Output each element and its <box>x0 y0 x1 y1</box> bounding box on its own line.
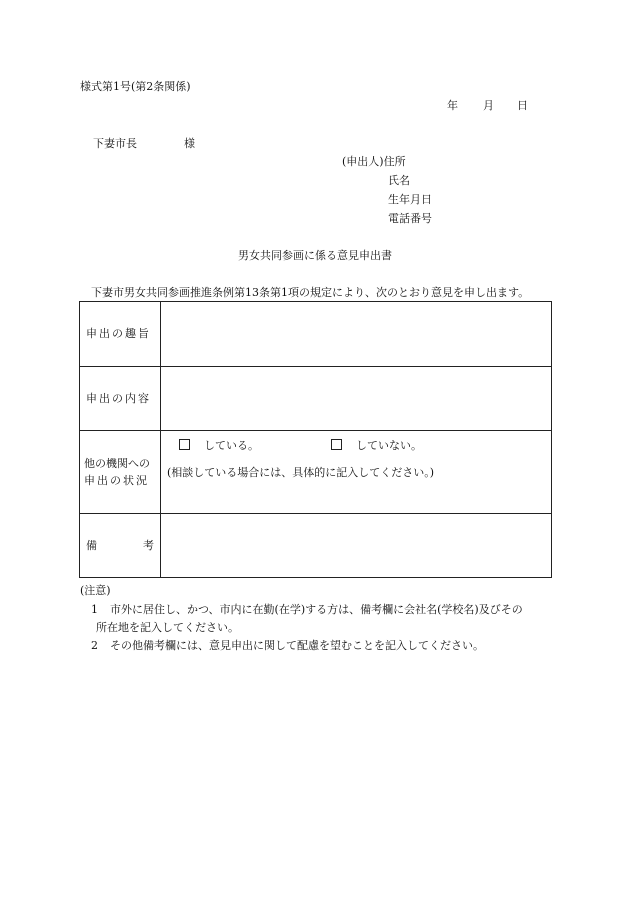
date-month-label: 月 <box>483 99 494 112</box>
note-text: その他備考欄には、意見申出に関して配慮を望むことを記入してください。 <box>110 639 484 652</box>
table-row <box>80 302 552 367</box>
option-not-consulted[interactable] <box>331 439 422 452</box>
addressee-honorific: 様 <box>184 137 195 150</box>
document-title: 男女共同参画に係る意見申出書 <box>238 249 392 262</box>
applicant-phone-label: 電話番号 <box>388 212 432 225</box>
table-row <box>80 514 552 578</box>
not-consulted-checkbox[interactable] <box>331 439 342 450</box>
row-label-line: 申出の状況 <box>84 474 149 487</box>
row-label-content: 申出の内容 <box>86 391 151 405</box>
other-agency-field <box>161 431 552 514</box>
date-day-label: 日 <box>517 99 528 112</box>
intro-text: 下妻市男女共同参画推進条例第13条第1項の規定により、次のとおり意見を申し出ます。 <box>91 286 530 299</box>
remarks-label-left: 備 <box>86 538 97 552</box>
note-text: 市外に居住し、かつ、市内に在勤(在学)する方は、備考欄に会社名(学校名)及びその <box>110 603 523 616</box>
label-cell <box>80 514 161 578</box>
applicant-birthdate-label: 生年月日 <box>388 193 432 206</box>
content-field[interactable] <box>161 367 552 431</box>
option-consulted-label: している。 <box>204 439 259 452</box>
applicant-address-label: (申出人)住所 <box>342 155 406 168</box>
consultation-note: (相談している場合には、具体的に記入してください。) <box>167 466 435 479</box>
applicant-name-label: 氏名 <box>388 174 410 187</box>
label-cell <box>80 302 161 367</box>
addressee-name: 下妻市長 <box>93 137 137 150</box>
date-year-label: 年 <box>447 99 458 112</box>
note-item <box>91 603 523 616</box>
other-agency-content <box>161 431 551 513</box>
label-cell <box>80 367 161 431</box>
note-number: 1 <box>91 603 98 616</box>
remarks-field[interactable] <box>161 514 552 578</box>
remarks-label-right: 考 <box>143 538 154 552</box>
row-label-purpose: 申出の趣旨 <box>86 327 151 341</box>
option-consulted[interactable] <box>179 439 259 452</box>
form-number: 様式第1号(第2条関係) <box>80 80 191 93</box>
table-row <box>80 367 552 431</box>
note-text-continued: 所在地を記入してください。 <box>96 621 239 634</box>
purpose-field[interactable] <box>161 302 552 367</box>
option-not-consulted-label: していない。 <box>356 439 422 452</box>
form-table <box>79 301 552 578</box>
note-number: 2 <box>91 639 98 652</box>
label-cell <box>80 431 161 514</box>
table-row <box>80 431 552 514</box>
row-label-line: 他の機関への <box>84 456 150 470</box>
notes-heading: (注意) <box>80 584 111 597</box>
row-label-remarks <box>80 539 160 552</box>
row-label-other-agency <box>80 455 160 489</box>
note-item <box>91 639 484 652</box>
consulted-checkbox[interactable] <box>179 439 190 450</box>
